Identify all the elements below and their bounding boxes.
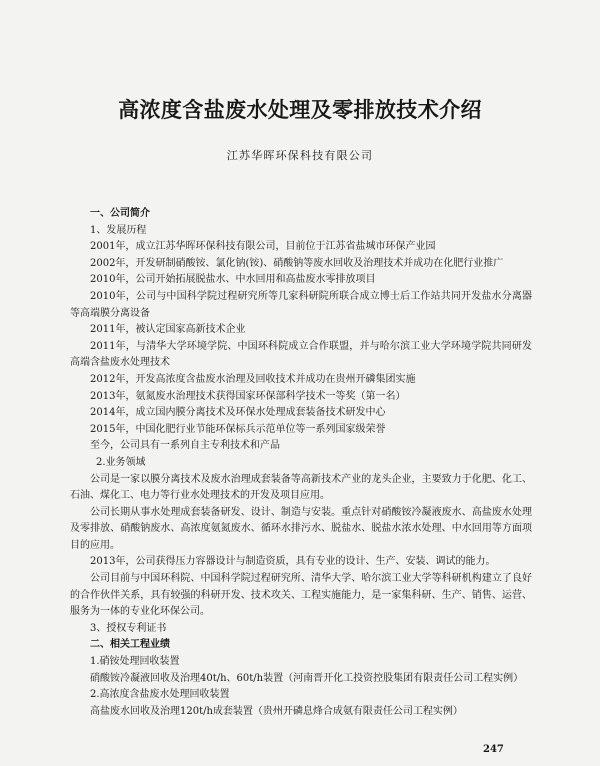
history-item: 2010年，公司开始拓展脱盐水、中水回用和高盐废水零排放项目 <box>90 274 376 286</box>
project-detail: 硝酸铵冷凝液回收及治理40t/h、60t/h装置（河南晋开化工投资控股集团有限责任公司工程实例） <box>90 672 524 684</box>
history-item: 2011年，被认定国家高新技术企业 <box>90 324 246 336</box>
history-item: 2015年，中国化肥行业节能环保标兵示范单位等一系列国家级荣誉 <box>90 423 386 435</box>
section-heading-company-profile: 一、公司简介 <box>90 208 150 219</box>
history-item: 2011年，与清华大学环境学院、中国环科院成立合作联盟，并与哈尔滨工业大学环境学院共同研发高端含盐废水处理技术 <box>70 340 532 369</box>
history-item: 至今，公司具有一系列自主专利技术和产品 <box>90 440 280 452</box>
subsection-heading-business: 2.业务领域 <box>96 456 146 468</box>
document-body <box>70 206 532 720</box>
body-paragraph: 公司目前与中国环科院、中国科学院过程研究所、清华大学、哈尔滨工业大学等科研机构建立了良好的合作伙伴关系，具有较强的科研开发、技术攻关、工程实施能力，是一家集科研、生产、销售、运营、服务为一体的专业化环保公司。 <box>70 573 532 618</box>
history-item: 2010年，公司与中国科学院过程研究所等几家科研院所联合成立博士后工作站共同开发盐水分离器等高端膜分离设备 <box>70 290 532 319</box>
history-item: 2013年，氨氮废水治理技术获得国家环保部科学技术一等奖（第一名） <box>90 390 406 402</box>
author-line: 江苏华晖环保科技有限公司 <box>226 149 374 162</box>
body-paragraph: 2013年，公司获得压力容器设计与制造资质，具有专业的设计、生产、安装、调试的能力。 <box>90 556 496 568</box>
project-heading: 1.硝铵处理回收装置 <box>90 656 180 668</box>
history-item: 2001年，成立江苏华晖环保科技有限公司，目前位于江苏省盐城市环保产业园 <box>90 241 436 253</box>
document-title: 高浓度含盐废水处理及零排放技术介绍 <box>118 97 482 122</box>
section-heading-projects: 二、相关工程业绩 <box>90 639 170 651</box>
history-item: 2012年，开发高浓度含盐废水治理及回收技术并成功在贵州开磷集团实施 <box>90 373 416 385</box>
body-paragraph: 公司是一家以膜分离技术及废水治理成套装备等高新技术产业的龙头企业，主要致力于化肥、化工、石油、煤化工、电力等行业水处理技术的开发及项目应用。 <box>70 473 532 502</box>
project-detail: 高盐废水回收及治理120t/h成套装置（贵州开磷息烽合成氨有限责任公司工程实例） <box>90 705 463 717</box>
project-heading: 2.高浓度含盐废水处理回收装置 <box>90 689 230 701</box>
body-paragraph: 公司长期从事水处理成套装备研发、设计、制造与安装。重点针对硝酸铵冷凝液废水、高盐废水处理及零排放、硝酸钠废水、高浓度氨氮废水、循环水排污水、脱盐水、脱盐水浓水处理、中水回用等方面项目的应用。 <box>70 506 532 551</box>
history-item: 2014年，成立国内膜分离技术及环保水处理成套装备技术研发中心 <box>90 407 386 419</box>
subsection-heading-history: 1、发展历程 <box>90 224 147 236</box>
subsection-heading-patents: 3、授权专利证书 <box>90 622 167 634</box>
history-item: 2002年，开发研制硝酸铵、氯化钠(铵)、硝酸钠等废水回收及治理技术并成功在化肥行业推广 <box>90 257 504 269</box>
page-number: 247 <box>483 744 504 755</box>
